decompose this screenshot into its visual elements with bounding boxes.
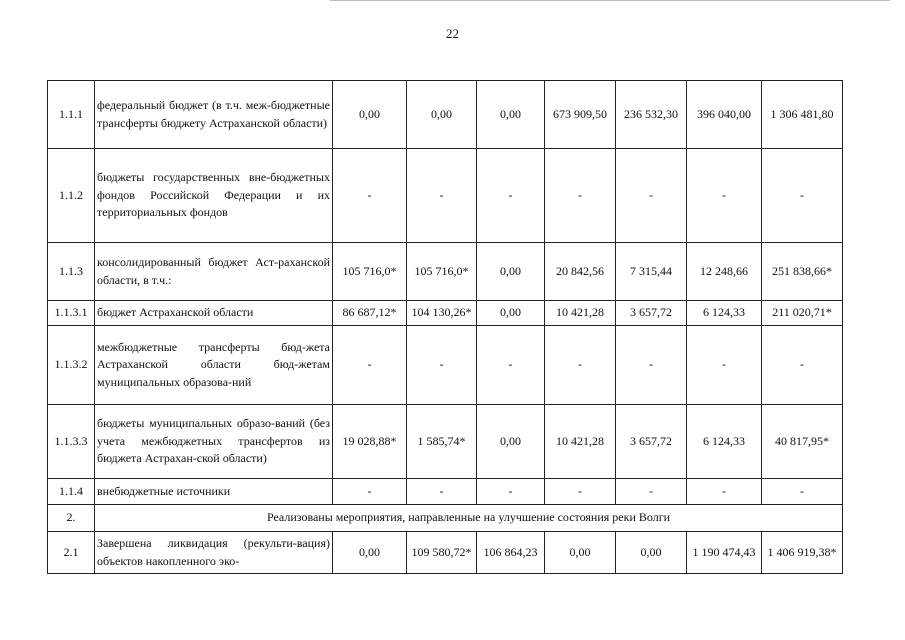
value-cell: 0,00 [477,243,545,301]
table-row [48,81,843,149]
row-number: 1.1.3.2 [48,326,95,405]
value-cell: 673 909,50 [545,81,616,149]
value-cell: 0,00 [333,81,407,149]
value-cell: 20 842,56 [545,243,616,301]
value-cell: - [545,479,616,505]
value-cell: - [477,479,545,505]
row-description: бюджеты муниципальных образо-ваний (без учета межбюджетных трансфертов из бюджета Астрахан-ской области) [95,405,333,479]
table-row [48,326,843,405]
section-title: Реализованы мероприятия, направленные на улучшение состояния реки Волги [95,505,843,532]
value-cell: 251 838,66* [762,243,843,301]
value-cell: 104 130,26* [407,301,477,326]
value-cell: 7 315,44 [616,243,687,301]
value-cell: - [762,149,843,243]
table-row [48,479,843,505]
row-description: внебюджетные источники [95,479,333,505]
row-description: межбюджетные трансферты бюд-жета Астраханской области бюд-жетам муниципальных образова-ний [95,326,333,405]
row-description: бюджет Астраханской области [95,301,333,326]
value-cell: - [407,326,477,405]
value-cell: 105 716,0* [333,243,407,301]
value-cell: 10 421,28 [545,301,616,326]
row-number: 1.1.2 [48,149,95,243]
row-number: 1.1.3.3 [48,405,95,479]
value-cell: 0,00 [477,81,545,149]
value-cell: - [762,479,843,505]
value-cell: 40 817,95* [762,405,843,479]
row-description: Завершена ликвидация (рекульти-вация) объектов накопленного эко- [95,532,333,574]
row-number: 2.1 [48,532,95,574]
value-cell: 0,00 [477,405,545,479]
value-cell: 3 657,72 [616,301,687,326]
value-cell: - [477,326,545,405]
value-cell: 1 190 474,43 [687,532,762,574]
value-cell: - [616,479,687,505]
value-cell: 6 124,33 [687,405,762,479]
value-cell: - [407,479,477,505]
value-cell: 109 580,72* [407,532,477,574]
value-cell: 10 421,28 [545,405,616,479]
value-cell: 0,00 [477,301,545,326]
table-row [48,243,843,301]
budget-table [47,80,843,574]
value-cell: 1 306 481,80 [762,81,843,149]
value-cell: - [545,326,616,405]
value-cell: 0,00 [333,532,407,574]
row-description: федеральный бюджет (в т.ч. меж-бюджетные трансферты бюджету Астраханской области) [95,81,333,149]
value-cell: 1 406 919,38* [762,532,843,574]
value-cell: 12 248,66 [687,243,762,301]
value-cell: 19 028,88* [333,405,407,479]
value-cell: - [687,149,762,243]
value-cell: - [687,326,762,405]
page-number: 22 [446,26,459,41]
row-number: 1.1.1 [48,81,95,149]
value-cell: - [616,149,687,243]
row-description: консолидированный бюджет Аст-раханской области, в т.ч.: [95,243,333,301]
table-row [48,149,843,243]
row-description: бюджеты государственных вне-бюджетных фондов Российской Федерации и их территориальных фондов [95,149,333,243]
value-cell: - [616,326,687,405]
value-cell: 236 532,30 [616,81,687,149]
row-number: 1.1.3.1 [48,301,95,326]
value-cell: - [333,149,407,243]
value-cell: - [333,326,407,405]
section-row [48,505,843,532]
value-cell: 1 585,74* [407,405,477,479]
value-cell: - [545,149,616,243]
value-cell: - [407,149,477,243]
table-row [48,301,843,326]
value-cell: 0,00 [545,532,616,574]
value-cell: - [333,479,407,505]
table-row [48,532,843,574]
value-cell: 106 864,23 [477,532,545,574]
value-cell: 0,00 [616,532,687,574]
value-cell: 396 040,00 [687,81,762,149]
value-cell: 6 124,33 [687,301,762,326]
value-cell: 3 657,72 [616,405,687,479]
value-cell: - [687,479,762,505]
table-row [48,405,843,479]
value-cell: - [477,149,545,243]
section-number: 2. [48,505,95,532]
value-cell: 105 716,0* [407,243,477,301]
row-number: 1.1.4 [48,479,95,505]
value-cell: 86 687,12* [333,301,407,326]
row-number: 1.1.3 [48,243,95,301]
value-cell: - [762,326,843,405]
value-cell: 0,00 [407,81,477,149]
page-top-rule [330,0,890,1]
value-cell: 211 020,71* [762,301,843,326]
